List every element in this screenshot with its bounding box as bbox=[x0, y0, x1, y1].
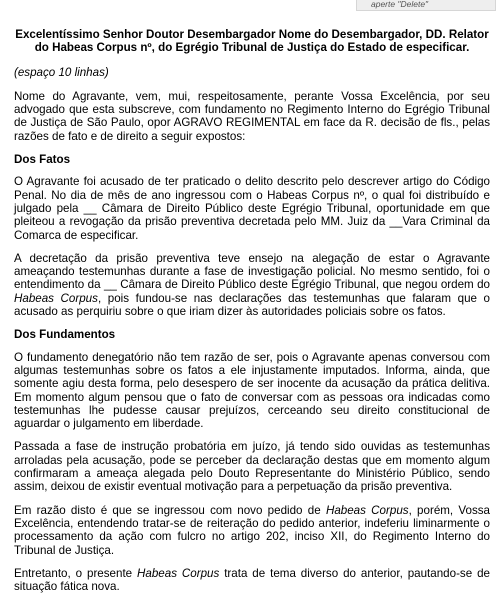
document-heading: Excelentíssimo Senhor Doutor Desembargador Nome do Desembargador, DD. Relator do Habeas Corpus nº, do Egrégio Tribunal de Justiça do Estado de especificar. bbox=[15, 28, 489, 55]
top-hint-text: aperte "Delete" bbox=[371, 0, 429, 9]
facts-p2-italic: Habeas Corpus bbox=[14, 291, 98, 305]
grounds-paragraph-1: O fundamento denegatório não tem razão de ser, pois o Agravante apenas conversou com algumas testemunhas sobre os fatos a ele injustamente imputados. Informa, ainda, que somente agiu desta forma, pelo desespero de ser inocente da acusação da prática delitiva. Em momento algum pensou que o fato de conversar com as pessoas ora indicadas como testemunhas lhe pudesse causar prejuízos, cerceando seu direito constitucional de aguardar o julgamento em liberdade. bbox=[14, 350, 490, 431]
grounds-paragraph-3 bbox=[14, 504, 490, 557]
facts-paragraph-1: O Agravante foi acusado de ter praticado o delito descrito pelo descrever artigo do Código Penal. No dia de mês de ano ingressou com o Habeas Corpus nº, o qual foi distribuído e julgado pela __ Câmara de Direito Público deste Egrégio Tribunal, oportunidade em que pleiteou a revogação da prisão preventiva decretada pelo MM. Juiz da __Vara Criminal da Comarca de especificar. bbox=[14, 175, 490, 242]
top-hint-banner bbox=[356, 0, 496, 11]
grounds-p3-italic: Habeas Corpus bbox=[325, 503, 409, 517]
facts-paragraph-2 bbox=[14, 252, 490, 318]
grounds-paragraph-2: Passada a fase de instrução probatória em juízo, já tendo sido ouvidas as testemunhas arroladas pela acusação, pode se perceber da declaração destas que em momento algum confirmaram a ameaça alegada pelo Douto Representante do Ministério Público, sendo assim, deixou de existir eventual motivação para a perpetuação da prisão preventiva. bbox=[14, 440, 490, 494]
petition-document bbox=[14, 28, 490, 603]
section-title-facts: Dos Fatos bbox=[14, 153, 71, 167]
section-title-grounds: Dos Fundamentos bbox=[14, 328, 116, 342]
grounds-p4-text-a: Entretanto, o presente bbox=[14, 566, 138, 580]
facts-p2-text-b: , pois fundou-se nas declarações das testemunhas que falaram que o acusado as perquiriu sobre o que iriam dizer às autoridades policiais sobre os fatos. bbox=[14, 291, 491, 319]
grounds-paragraph-4 bbox=[14, 567, 490, 594]
grounds-p4-text-b: trata de tema diverso do anterior, pautando-se de situação fática nova. bbox=[14, 566, 490, 594]
grounds-p4-italic: Habeas Corpus bbox=[137, 566, 220, 580]
grounds-p3-text-a: Em razão disto é que se ingressou com novo pedido de bbox=[14, 503, 326, 517]
intro-paragraph: Nome do Agravante, vem, mui, respeitosamente, perante Vossa Excelência, por seu advogado que esta subscreve, com fundamento no Regimento Interno do Egrégio Tribunal de Justiça de São Paulo, opor AGRAVO REGIMENTAL em face da R. decisão de fls., pelas razões de fato e de direito a seguir expostos: bbox=[14, 89, 490, 143]
facts-p2-text-a: A decretação da prisão preventiva teve ensejo na alegação de estar o Agravante ameaçando testemunhas durante a fase de investigação policial. No mesmo sentido, foi o entendimento da __ Câmara de Direito Público deste Egrégio Tribunal, que negou ordem do bbox=[14, 251, 490, 292]
grounds-p3-text-b: , porém, Vossa Excelência, entendendo tratar-se de reiteração do pedido anterior, indeferiu liminarmente o processamento da ação com fulcro no artigo 202, inciso XII, do Regimento Interno do Tribunal de Justiça. bbox=[14, 503, 490, 557]
spacing-note: (espaço 10 linhas) bbox=[14, 65, 109, 79]
